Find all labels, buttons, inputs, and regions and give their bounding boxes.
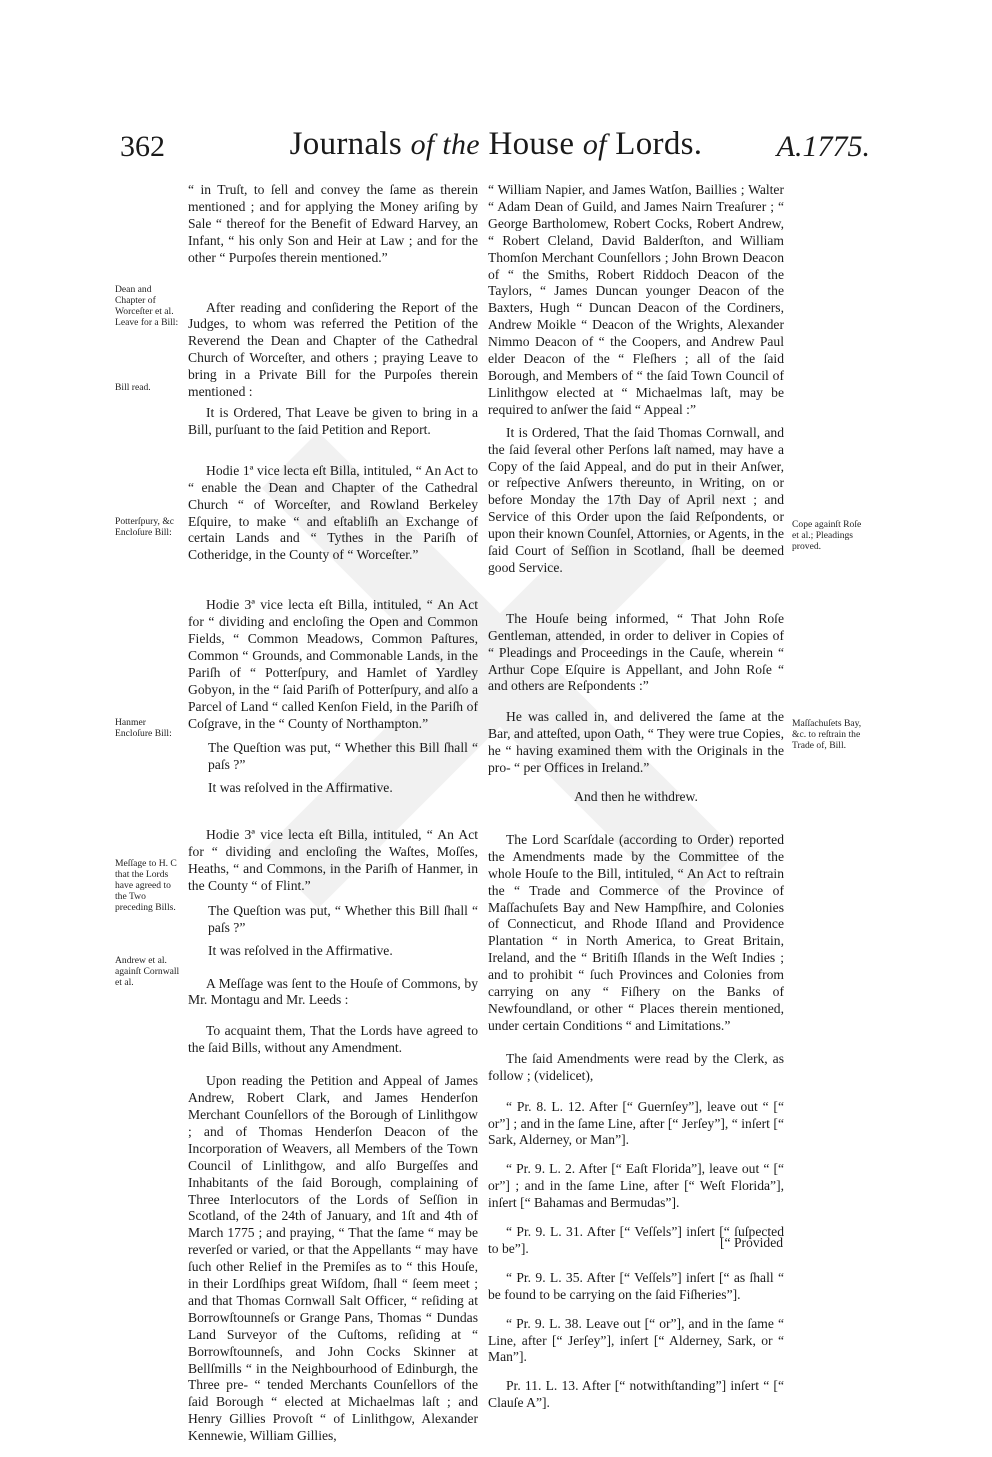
title-of: of xyxy=(410,128,435,161)
page-year: A.1775. xyxy=(776,130,870,163)
margin-note: Potterſpury, &c Encloſure Bill: xyxy=(115,516,175,538)
title-the: the xyxy=(434,128,480,161)
paragraph: The Queſtion was put, “ Whether this Bill ſhall “ paſs ?” xyxy=(208,740,478,773)
paragraph: “ Pr. 9. L. 38. Leave out [“ or”], and in the ſame “ Line, after [“ Jerſey”], inſert [“ Alderney, Sark, or “ Man”]. xyxy=(488,1315,784,1365)
paragraph: The Lord Scarſdale (according to Order) reported the Amendments made by the Committee of the whole Houſe to the Bill, intituled, “ An Act to reſtrain the “ Trade and Commerce of the Province of Maſſachuſets Bay and New Hampſhire, and Colonies of Connecticut, and Rhode Iſland and Providence Plantation “ in North America, to Great Britain, Ireland, and the “ Britiſh Iſlands in the Weſt Indies ; and to prohibit “ ſuch Provinces and Colonies from carrying on any “ Fiſhery on the Banks of Newfoundland, or other “ Places therein mentioned, under certain Conditions “ and Limitations.” xyxy=(488,831,784,1033)
paragraph: “ Pr. 9. L. 2. After [“ Eaſt Florida”], leave out “ [“ or”] ; and in the ſame Line, after [“ Weſt Florida”], inſert [“ Bahamas and Bermudas”]. xyxy=(488,1161,784,1211)
margin-note: Meſſage to H. C that the Lords have agreed to the Two preceding Bills. xyxy=(115,858,177,913)
paragraph: It was reſolved in the Affirmative. xyxy=(208,780,393,796)
margin-note: Cope againſt Roſe et al.; Pleadings proved. xyxy=(792,519,862,552)
paragraph: “ Pr. 8. L. 12. After [“ Guernſey”], leave out “ [“ or”] ; and in the ſame Line, after [“ Jerſey”], “ inſert [“ Sark, Alderney, or Man”]. xyxy=(488,1098,784,1148)
paragraph: The Queſtion was put, “ Whether this Bill ſhall “ paſs ?” xyxy=(208,902,478,935)
margin-note: Andrew et al. againſt Cornwall et al. xyxy=(115,955,180,988)
catchword: [“ Provided xyxy=(720,1235,784,1250)
left-column xyxy=(188,182,478,1457)
paragraph: It is Ordered, That Leave be given to bring in a Bill, purſuant to the ſaid Petition and Report. xyxy=(188,404,478,437)
margin-note: Maſſachuſets Bay, &c. to reſtrain the Trade of, Bill. xyxy=(792,718,862,751)
paragraph: After reading and conſidering the Report of the Judges, to whom was referred the Petition of the Reverend the Dean and Chapter of the Cathedral Church of Worceſter, and others ; praying Leave to bring in a Private Bill for the Purpoſes therein mentioned : xyxy=(188,299,478,400)
paragraph: To acquaint them, That the Lords have agreed to the ſaid Bills, without any Amendment. xyxy=(188,1023,478,1056)
title-of-2: of xyxy=(582,128,607,161)
title-house: House xyxy=(479,126,583,162)
paragraph: “ William Napier, and James Watſon, Baillies ; Walter “ Adam Dean of Guild, and James Nairn Treaſurer ; “ George Bartholomew, Robert Cocks, Robert Andrew, “ Robert Cleland, David Balderſton, and William Thomſon Merchant Counſellors ; John Brown Deacon of “ the Smiths, Robert Riddoch Deacon of the Taylors, “ James Duncan younger Deacon of the Baxters, Hugh “ Duncan Deacon of the Cordiners, Andrew Moikle “ Deacon of the Wrights, Alexander Nimmo Deacon of “ the Coopers, and Andrew Paul elder Deacon of the “ Fleſhers ; all of the ſaid Borough, and Members of “ the ſaid Town Council of Linlithgow elected at “ Michaelmas laſt, may be required to anſwer the ſaid “ Appeal :” xyxy=(488,182,784,417)
paragraph: Upon reading the Petition and Appeal of James Andrew, Robert Clark, and James Henderſon Merchant Counſellors of the Borough of Linlithgow ; and of Thomas Henderſon Deacon of the Incorporation of Weavers, all Members of the Town Council of Linlithgow, and alſo Burgeſſes and Inhabitants of the ſaid Borough, complaining of Three Interlocutors of the Lords of Seſſion in Scotland, of the 24th of January, and 1ſt and 4th of March 1775 ; and praying, “ That the ſame “ may be reverſed or varied, or that the Appellants “ may have ſuch other Relief in the Premiſes as to “ this Houſe, in their Lordſhips great Wiſdom, ſhall “ ſeem meet ; and that Thomas Cornwall Salt Officer, “ reſiding at Borrowſtounneſs or Grange Pans, Thomas “ Dundas Land Surveyor of the Cuſtoms, reſiding at “ Borrowſtounneſs, and John Cocks Skinner at Bellſmills “ in the Neighbourhood of Edinburgh, the Three pre- “ tended Merchants Counſellors of the ſaid Borough “ elected at Michaelmas laſt ; and Henry Gillies Provoſt “ of Linlithgow, Alexander Kennewie, William Gillies, xyxy=(188,1073,478,1444)
title-lords: Lords. xyxy=(606,126,703,162)
paragraph: The Houſe being informed, “ That John Roſe Gentleman, attended, in order to deliver in Copies of “ Pleadings and Proceedings in the Cauſe, wherein “ Arthur Cope Eſquire is Appellant, and John Roſe “ and others are Reſpondents :” xyxy=(488,610,784,694)
paragraph: Hodie 3ª vice lecta eſt Billa, intituled, “ An Act for “ dividing and encloſing the Open and Common Fields, “ Common Meadows, Common Paſtures, Common “ Grounds, and Commonable Lands, in the Pariſh of “ Potterſpury, and Hamlet of Yardley Gobyon, in the “ ſaid Pariſh of Potterſpury, and alſo a Parcel of Land “ called Kenſon Field, in the Pariſh of Coſgrave, in the “ County of Northampton.” xyxy=(188,597,478,731)
paragraph: “ Pr. 9. L. 35. After [“ Veſſels”] inſert [“ as ſhall “ be found to be carrying on the ſaid Fiſheries”]. xyxy=(488,1269,784,1302)
paragraph: He was called in, and delivered the ſame at the Bar, and atteſted, upon Oath, “ They were true Copies, he “ having examined them with the Originals in the pro- “ per Offices in Ireland.” xyxy=(488,709,784,776)
margin-note: Dean and Chapter of Worceſter et al. Leave for a Bill: xyxy=(115,284,179,328)
title-journals: Journals xyxy=(289,126,411,162)
paragraph: Hodie 1ª vice lecta eſt Billa, intituled, “ An Act to “ enable the Dean and Chapter of the Cathedral Church “ of Worceſter, and Rowland Berkeley Eſquire, to make “ and eſtabliſh an Exchange of certain Lands and “ Tythes in the Pariſh of Cotheridge, in the County of “ Worceſter.” xyxy=(188,462,478,563)
paragraph: “ Pr. 9. L. 31. After [“ Veſſels”] inſert [“ ſuſpected to be”]. xyxy=(488,1224,784,1256)
paragraph: Pr. 11. L. 13. After [“ notwithſtanding”] inſert “ [“ Clauſe A”]. xyxy=(488,1378,784,1411)
page-header xyxy=(0,122,992,178)
page-number: 362 xyxy=(120,130,165,163)
paragraph: The ſaid Amendments were read by the Clerk, as follow ; (videlicet), xyxy=(488,1050,784,1083)
margin-note: Bill read. xyxy=(115,382,151,393)
paragraph: And then he withdrew. xyxy=(574,789,698,804)
paragraph: Hodie 3ª vice lecta eſt Billa, intituled, “ An Act for “ dividing and encloſing the Waſtes, Moſſes, Heaths, “ and Commons, in the Pariſh of Hanmer, in the County “ of Flint.” xyxy=(188,827,478,893)
margin-note: Hanmer Encloſure Bill: xyxy=(115,717,172,739)
paragraph: It is Ordered, That the ſaid Thomas Cornwall, and the ſaid ſeveral other Perſons laſt named, may have a Copy of the ſaid Appeal, and do put in their Anſwer, or reſpective Anſwers thereunto, in Writing, on or before Monday the 17th Day of April next ; and Service of this Order upon the ſaid Reſpondents, or upon their known Counſel, Attornies, or Agents, in the ſaid Court of Seſſion in Scotland, ſhall be deemed good Service. xyxy=(488,424,784,575)
paragraph: A Meſſage was ſent to the Houſe of Commons, by Mr. Montagu and Mr. Leeds : xyxy=(188,975,478,1008)
paragraph: It was reſolved in the Affirmative. xyxy=(208,942,393,958)
paragraph: “ in Truſt, to ſell and convey the ſame as therein mentioned ; and for applying the Money ariſing by Sale “ thereof for the Benefit of Edward Harvey, an Infant, “ his only Son and Heir at Law ; and for the other “ Purpoſes therein mentioned.” xyxy=(188,182,478,265)
